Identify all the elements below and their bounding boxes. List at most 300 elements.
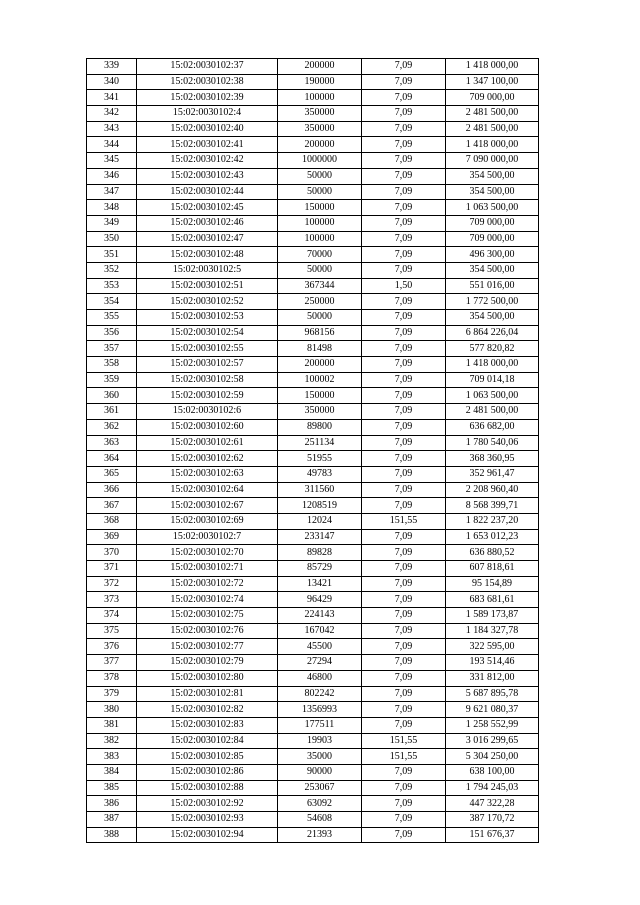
total-value-cell: 354 500,00 — [446, 168, 539, 184]
cadastral-number-cell: 15:02:0030102:6 — [137, 404, 278, 420]
total-value-cell: 1 418 000,00 — [446, 59, 539, 75]
table-row — [87, 278, 539, 294]
table-row — [87, 215, 539, 231]
table-row — [87, 325, 539, 341]
total-value-cell: 709 000,00 — [446, 231, 539, 247]
row-number-cell: 360 — [87, 388, 137, 404]
cadastral-number-cell: 15:02:0030102:59 — [137, 388, 278, 404]
total-value-cell: 193 514,46 — [446, 655, 539, 671]
cadastral-number-cell: 15:02:0030102:63 — [137, 466, 278, 482]
table-row — [87, 419, 539, 435]
total-value-cell: 1 418 000,00 — [446, 357, 539, 373]
row-number-cell: 358 — [87, 357, 137, 373]
rate-value-cell: 7,09 — [362, 670, 446, 686]
total-value-cell: 551 016,00 — [446, 278, 539, 294]
row-number-cell: 380 — [87, 702, 137, 718]
total-value-cell: 577 820,82 — [446, 341, 539, 357]
cadastral-number-cell: 15:02:0030102:42 — [137, 153, 278, 169]
row-number-cell: 350 — [87, 231, 137, 247]
rate-value-cell: 7,09 — [362, 498, 446, 514]
table-row — [87, 686, 539, 702]
area-value-cell: 63092 — [278, 796, 362, 812]
table-row — [87, 670, 539, 686]
area-value-cell: 50000 — [278, 168, 362, 184]
cadastral-number-cell: 15:02:0030102:52 — [137, 294, 278, 310]
total-value-cell: 7 090 000,00 — [446, 153, 539, 169]
area-value-cell: 1208519 — [278, 498, 362, 514]
table-row — [87, 717, 539, 733]
total-value-cell: 3 016 299,65 — [446, 733, 539, 749]
table-row — [87, 796, 539, 812]
total-value-cell: 1 063 500,00 — [446, 388, 539, 404]
area-value-cell: 54608 — [278, 812, 362, 828]
cadastral-number-cell: 15:02:0030102:93 — [137, 812, 278, 828]
table-row — [87, 153, 539, 169]
total-value-cell: 1 347 100,00 — [446, 74, 539, 90]
area-value-cell: 70000 — [278, 247, 362, 263]
table-row — [87, 137, 539, 153]
rate-value-cell: 7,09 — [362, 74, 446, 90]
rate-value-cell: 7,09 — [362, 106, 446, 122]
total-value-cell: 1 653 012,23 — [446, 529, 539, 545]
rate-value-cell: 151,55 — [362, 749, 446, 765]
total-value-cell: 1 063 500,00 — [446, 200, 539, 216]
cadastral-number-cell: 15:02:0030102:41 — [137, 137, 278, 153]
area-value-cell: 367344 — [278, 278, 362, 294]
cadastral-number-cell: 15:02:0030102:82 — [137, 702, 278, 718]
row-number-cell: 372 — [87, 576, 137, 592]
table-row — [87, 231, 539, 247]
area-value-cell: 250000 — [278, 294, 362, 310]
area-value-cell: 253067 — [278, 780, 362, 796]
row-number-cell: 371 — [87, 561, 137, 577]
rate-value-cell: 7,09 — [362, 341, 446, 357]
rate-value-cell: 7,09 — [362, 812, 446, 828]
row-number-cell: 370 — [87, 545, 137, 561]
row-number-cell: 379 — [87, 686, 137, 702]
total-value-cell: 709 014,18 — [446, 372, 539, 388]
rate-value-cell: 7,09 — [362, 576, 446, 592]
rate-value-cell: 7,09 — [362, 372, 446, 388]
table-row — [87, 247, 539, 263]
table-row — [87, 655, 539, 671]
area-value-cell: 200000 — [278, 137, 362, 153]
total-value-cell: 636 682,00 — [446, 419, 539, 435]
total-value-cell: 387 170,72 — [446, 812, 539, 828]
cadastral-number-cell: 15:02:0030102:5 — [137, 262, 278, 278]
area-value-cell: 1356993 — [278, 702, 362, 718]
row-number-cell: 388 — [87, 827, 137, 843]
area-value-cell: 90000 — [278, 764, 362, 780]
table-row — [87, 733, 539, 749]
cadastral-number-cell: 15:02:0030102:92 — [137, 796, 278, 812]
cadastral-number-cell: 15:02:0030102:54 — [137, 325, 278, 341]
total-value-cell: 447 322,28 — [446, 796, 539, 812]
cadastral-number-cell: 15:02:0030102:72 — [137, 576, 278, 592]
total-value-cell: 1 822 237,20 — [446, 513, 539, 529]
row-number-cell: 369 — [87, 529, 137, 545]
total-value-cell: 2 208 960,40 — [446, 482, 539, 498]
area-value-cell: 968156 — [278, 325, 362, 341]
cadastral-number-cell: 15:02:0030102:45 — [137, 200, 278, 216]
cadastral-number-cell: 15:02:0030102:67 — [137, 498, 278, 514]
table-row — [87, 74, 539, 90]
table-row — [87, 827, 539, 843]
row-number-cell: 364 — [87, 451, 137, 467]
area-value-cell: 100000 — [278, 90, 362, 106]
total-value-cell: 1 772 500,00 — [446, 294, 539, 310]
rate-value-cell: 7,09 — [362, 184, 446, 200]
total-value-cell: 354 500,00 — [446, 184, 539, 200]
table-row — [87, 780, 539, 796]
total-value-cell: 636 880,52 — [446, 545, 539, 561]
rate-value-cell: 7,09 — [362, 639, 446, 655]
cadastral-number-cell: 15:02:0030102:81 — [137, 686, 278, 702]
table-row — [87, 184, 539, 200]
table-row — [87, 294, 539, 310]
cadastral-table — [86, 58, 539, 843]
row-number-cell: 378 — [87, 670, 137, 686]
cadastral-number-cell: 15:02:0030102:75 — [137, 608, 278, 624]
total-value-cell: 8 568 399,71 — [446, 498, 539, 514]
row-number-cell: 367 — [87, 498, 137, 514]
row-number-cell: 383 — [87, 749, 137, 765]
cadastral-number-cell: 15:02:0030102:51 — [137, 278, 278, 294]
row-number-cell: 362 — [87, 419, 137, 435]
area-value-cell: 200000 — [278, 357, 362, 373]
row-number-cell: 359 — [87, 372, 137, 388]
area-value-cell: 177511 — [278, 717, 362, 733]
rate-value-cell: 7,09 — [362, 561, 446, 577]
table-row — [87, 59, 539, 75]
area-value-cell: 81498 — [278, 341, 362, 357]
area-value-cell: 190000 — [278, 74, 362, 90]
rate-value-cell: 7,09 — [362, 482, 446, 498]
cadastral-number-cell: 15:02:0030102:7 — [137, 529, 278, 545]
row-number-cell: 339 — [87, 59, 137, 75]
total-value-cell: 2 481 500,00 — [446, 121, 539, 137]
row-number-cell: 346 — [87, 168, 137, 184]
total-value-cell: 2 481 500,00 — [446, 106, 539, 122]
rate-value-cell: 7,09 — [362, 325, 446, 341]
table-row — [87, 529, 539, 545]
rate-value-cell: 7,09 — [362, 655, 446, 671]
row-number-cell: 347 — [87, 184, 137, 200]
cadastral-number-cell: 15:02:0030102:38 — [137, 74, 278, 90]
row-number-cell: 341 — [87, 90, 137, 106]
rate-value-cell: 7,09 — [362, 262, 446, 278]
area-value-cell: 50000 — [278, 184, 362, 200]
rate-value-cell: 1,50 — [362, 278, 446, 294]
rate-value-cell: 7,09 — [362, 686, 446, 702]
row-number-cell: 342 — [87, 106, 137, 122]
cadastral-number-cell: 15:02:0030102:64 — [137, 482, 278, 498]
row-number-cell: 356 — [87, 325, 137, 341]
total-value-cell: 322 595,00 — [446, 639, 539, 655]
area-value-cell: 167042 — [278, 623, 362, 639]
table-row — [87, 451, 539, 467]
total-value-cell: 1 418 000,00 — [446, 137, 539, 153]
table-row — [87, 357, 539, 373]
area-value-cell: 311560 — [278, 482, 362, 498]
rate-value-cell: 151,55 — [362, 733, 446, 749]
cadastral-number-cell: 15:02:0030102:58 — [137, 372, 278, 388]
total-value-cell: 352 961,47 — [446, 466, 539, 482]
rate-value-cell: 7,09 — [362, 702, 446, 718]
area-value-cell: 46800 — [278, 670, 362, 686]
rate-value-cell: 7,09 — [362, 529, 446, 545]
area-value-cell: 100002 — [278, 372, 362, 388]
cadastral-number-cell: 15:02:0030102:39 — [137, 90, 278, 106]
table-row — [87, 576, 539, 592]
row-number-cell: 384 — [87, 764, 137, 780]
row-number-cell: 377 — [87, 655, 137, 671]
table-row — [87, 310, 539, 326]
rate-value-cell: 7,09 — [362, 827, 446, 843]
rate-value-cell: 7,09 — [362, 388, 446, 404]
area-value-cell: 96429 — [278, 592, 362, 608]
rate-value-cell: 7,09 — [362, 592, 446, 608]
area-value-cell: 13421 — [278, 576, 362, 592]
area-value-cell: 150000 — [278, 200, 362, 216]
row-number-cell: 348 — [87, 200, 137, 216]
rate-value-cell: 7,09 — [362, 215, 446, 231]
cadastral-number-cell: 15:02:0030102:71 — [137, 561, 278, 577]
cadastral-number-cell: 15:02:0030102:69 — [137, 513, 278, 529]
total-value-cell: 5 304 250,00 — [446, 749, 539, 765]
total-value-cell: 354 500,00 — [446, 310, 539, 326]
total-value-cell: 1 184 327,78 — [446, 623, 539, 639]
rate-value-cell: 7,09 — [362, 231, 446, 247]
rate-value-cell: 7,09 — [362, 623, 446, 639]
cadastral-number-cell: 15:02:0030102:4 — [137, 106, 278, 122]
row-number-cell: 357 — [87, 341, 137, 357]
area-value-cell: 49783 — [278, 466, 362, 482]
table-row — [87, 262, 539, 278]
cadastral-number-cell: 15:02:0030102:48 — [137, 247, 278, 263]
cadastral-number-cell: 15:02:0030102:84 — [137, 733, 278, 749]
area-value-cell: 802242 — [278, 686, 362, 702]
area-value-cell: 100000 — [278, 215, 362, 231]
total-value-cell: 354 500,00 — [446, 262, 539, 278]
rate-value-cell: 7,09 — [362, 357, 446, 373]
total-value-cell: 709 000,00 — [446, 215, 539, 231]
area-value-cell: 35000 — [278, 749, 362, 765]
area-value-cell: 19903 — [278, 733, 362, 749]
area-value-cell: 350000 — [278, 121, 362, 137]
area-value-cell: 12024 — [278, 513, 362, 529]
area-value-cell: 150000 — [278, 388, 362, 404]
total-value-cell: 6 864 226,04 — [446, 325, 539, 341]
total-value-cell: 5 687 895,78 — [446, 686, 539, 702]
total-value-cell: 368 360,95 — [446, 451, 539, 467]
table-row — [87, 749, 539, 765]
table-row — [87, 812, 539, 828]
row-number-cell: 374 — [87, 608, 137, 624]
table-row — [87, 561, 539, 577]
total-value-cell: 2 481 500,00 — [446, 404, 539, 420]
row-number-cell: 365 — [87, 466, 137, 482]
total-value-cell: 151 676,37 — [446, 827, 539, 843]
table-row — [87, 608, 539, 624]
row-number-cell: 355 — [87, 310, 137, 326]
table-row — [87, 764, 539, 780]
table-row — [87, 121, 539, 137]
row-number-cell: 373 — [87, 592, 137, 608]
total-value-cell: 1 780 540,06 — [446, 435, 539, 451]
row-number-cell: 354 — [87, 294, 137, 310]
table-row — [87, 106, 539, 122]
cadastral-number-cell: 15:02:0030102:47 — [137, 231, 278, 247]
rate-value-cell: 7,09 — [362, 90, 446, 106]
rate-value-cell: 7,09 — [362, 153, 446, 169]
rate-value-cell: 7,09 — [362, 294, 446, 310]
row-number-cell: 361 — [87, 404, 137, 420]
row-number-cell: 349 — [87, 215, 137, 231]
table-row — [87, 372, 539, 388]
rate-value-cell: 7,09 — [362, 137, 446, 153]
table-row — [87, 482, 539, 498]
rate-value-cell: 7,09 — [362, 764, 446, 780]
row-number-cell: 375 — [87, 623, 137, 639]
total-value-cell: 331 812,00 — [446, 670, 539, 686]
rate-value-cell: 7,09 — [362, 168, 446, 184]
total-value-cell: 95 154,89 — [446, 576, 539, 592]
row-number-cell: 353 — [87, 278, 137, 294]
rate-value-cell: 7,09 — [362, 451, 446, 467]
table-row — [87, 466, 539, 482]
table-row — [87, 388, 539, 404]
area-value-cell: 1000000 — [278, 153, 362, 169]
cadastral-number-cell: 15:02:0030102:62 — [137, 451, 278, 467]
rate-value-cell: 7,09 — [362, 310, 446, 326]
rate-value-cell: 7,09 — [362, 404, 446, 420]
total-value-cell: 683 681,61 — [446, 592, 539, 608]
row-number-cell: 340 — [87, 74, 137, 90]
rate-value-cell: 7,09 — [362, 717, 446, 733]
cadastral-number-cell: 15:02:0030102:57 — [137, 357, 278, 373]
area-value-cell: 251134 — [278, 435, 362, 451]
rate-value-cell: 7,09 — [362, 419, 446, 435]
table-body — [87, 59, 539, 843]
table-row — [87, 702, 539, 718]
row-number-cell: 351 — [87, 247, 137, 263]
total-value-cell: 1 794 245,03 — [446, 780, 539, 796]
cadastral-number-cell: 15:02:0030102:44 — [137, 184, 278, 200]
row-number-cell: 344 — [87, 137, 137, 153]
area-value-cell: 350000 — [278, 106, 362, 122]
rate-value-cell: 151,55 — [362, 513, 446, 529]
area-value-cell: 21393 — [278, 827, 362, 843]
cadastral-number-cell: 15:02:0030102:85 — [137, 749, 278, 765]
row-number-cell: 363 — [87, 435, 137, 451]
table-row — [87, 341, 539, 357]
table-row — [87, 498, 539, 514]
cadastral-number-cell: 15:02:0030102:83 — [137, 717, 278, 733]
cadastral-number-cell: 15:02:0030102:46 — [137, 215, 278, 231]
cadastral-number-cell: 15:02:0030102:94 — [137, 827, 278, 843]
rate-value-cell: 7,09 — [362, 59, 446, 75]
rate-value-cell: 7,09 — [362, 247, 446, 263]
row-number-cell: 376 — [87, 639, 137, 655]
total-value-cell: 9 621 080,37 — [446, 702, 539, 718]
row-number-cell: 381 — [87, 717, 137, 733]
cadastral-number-cell: 15:02:0030102:70 — [137, 545, 278, 561]
cadastral-number-cell: 15:02:0030102:37 — [137, 59, 278, 75]
cadastral-number-cell: 15:02:0030102:60 — [137, 419, 278, 435]
area-value-cell: 350000 — [278, 404, 362, 420]
rate-value-cell: 7,09 — [362, 608, 446, 624]
cadastral-number-cell: 15:02:0030102:61 — [137, 435, 278, 451]
row-number-cell: 368 — [87, 513, 137, 529]
cadastral-number-cell: 15:02:0030102:76 — [137, 623, 278, 639]
document-page — [86, 58, 538, 843]
row-number-cell: 382 — [87, 733, 137, 749]
row-number-cell: 343 — [87, 121, 137, 137]
area-value-cell: 27294 — [278, 655, 362, 671]
table-row — [87, 623, 539, 639]
total-value-cell: 1 258 552,99 — [446, 717, 539, 733]
table-row — [87, 639, 539, 655]
rate-value-cell: 7,09 — [362, 796, 446, 812]
table-row — [87, 513, 539, 529]
area-value-cell: 224143 — [278, 608, 362, 624]
area-value-cell: 233147 — [278, 529, 362, 545]
cadastral-number-cell: 15:02:0030102:86 — [137, 764, 278, 780]
row-number-cell: 366 — [87, 482, 137, 498]
row-number-cell: 386 — [87, 796, 137, 812]
area-value-cell: 200000 — [278, 59, 362, 75]
area-value-cell: 45500 — [278, 639, 362, 655]
rate-value-cell: 7,09 — [362, 121, 446, 137]
area-value-cell: 89828 — [278, 545, 362, 561]
total-value-cell: 638 100,00 — [446, 764, 539, 780]
row-number-cell: 385 — [87, 780, 137, 796]
table-row — [87, 200, 539, 216]
row-number-cell: 345 — [87, 153, 137, 169]
rate-value-cell: 7,09 — [362, 200, 446, 216]
rate-value-cell: 7,09 — [362, 780, 446, 796]
rate-value-cell: 7,09 — [362, 466, 446, 482]
table-row — [87, 90, 539, 106]
cadastral-number-cell: 15:02:0030102:40 — [137, 121, 278, 137]
cadastral-number-cell: 15:02:0030102:74 — [137, 592, 278, 608]
rate-value-cell: 7,09 — [362, 545, 446, 561]
area-value-cell: 50000 — [278, 262, 362, 278]
table-row — [87, 592, 539, 608]
total-value-cell: 496 300,00 — [446, 247, 539, 263]
area-value-cell: 89800 — [278, 419, 362, 435]
area-value-cell: 50000 — [278, 310, 362, 326]
table-row — [87, 545, 539, 561]
cadastral-number-cell: 15:02:0030102:80 — [137, 670, 278, 686]
area-value-cell: 51955 — [278, 451, 362, 467]
cadastral-number-cell: 15:02:0030102:55 — [137, 341, 278, 357]
row-number-cell: 387 — [87, 812, 137, 828]
cadastral-number-cell: 15:02:0030102:53 — [137, 310, 278, 326]
cadastral-number-cell: 15:02:0030102:77 — [137, 639, 278, 655]
total-value-cell: 709 000,00 — [446, 90, 539, 106]
total-value-cell: 607 818,61 — [446, 561, 539, 577]
total-value-cell: 1 589 173,87 — [446, 608, 539, 624]
area-value-cell: 100000 — [278, 231, 362, 247]
table-row — [87, 168, 539, 184]
cadastral-number-cell: 15:02:0030102:88 — [137, 780, 278, 796]
cadastral-number-cell: 15:02:0030102:79 — [137, 655, 278, 671]
rate-value-cell: 7,09 — [362, 435, 446, 451]
table-row — [87, 404, 539, 420]
area-value-cell: 85729 — [278, 561, 362, 577]
